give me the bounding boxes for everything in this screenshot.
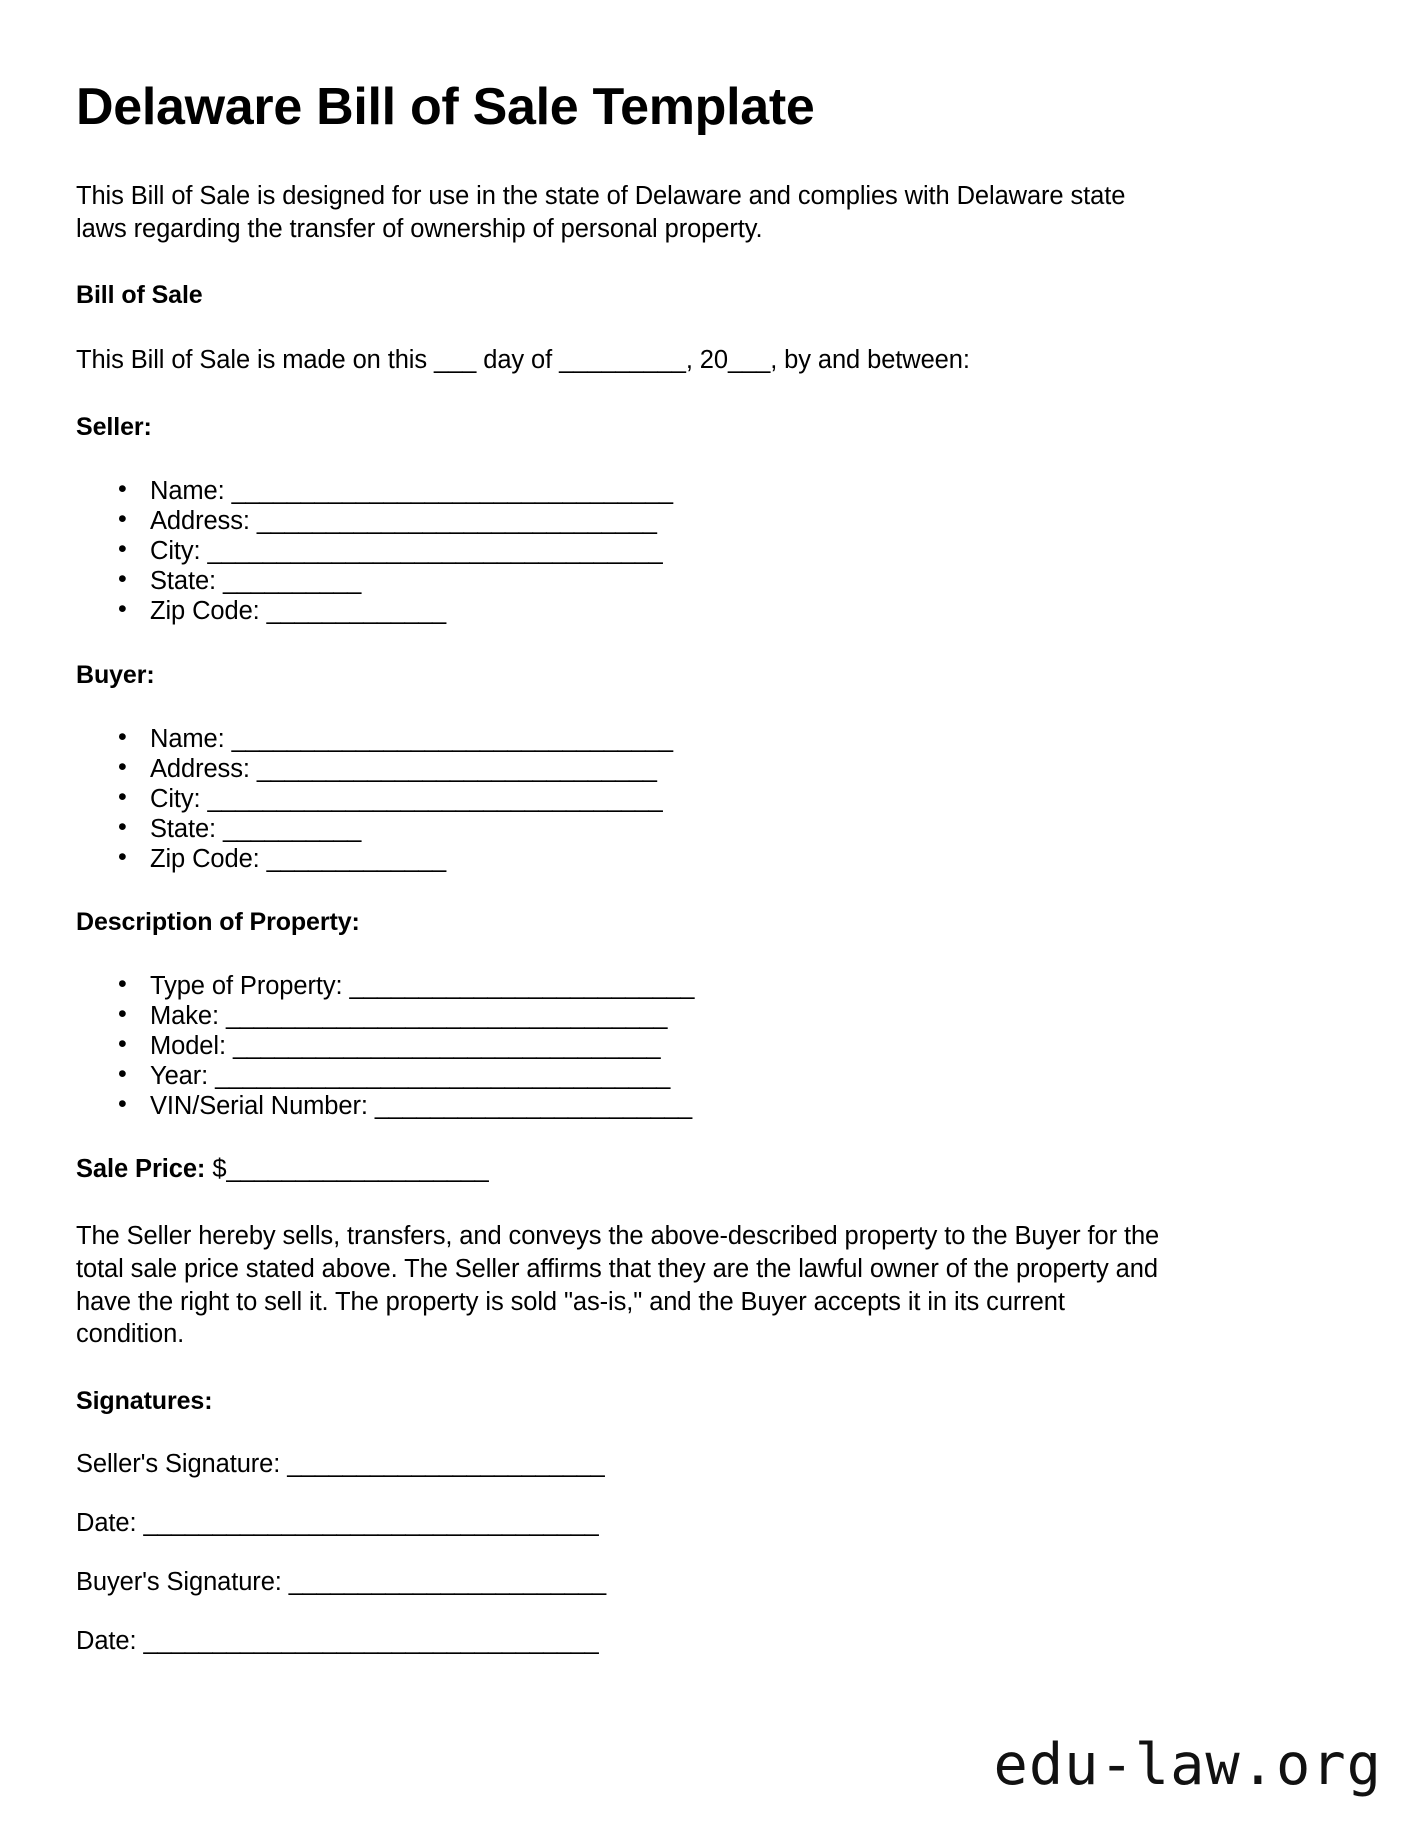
- section-heading-bill-of-sale: Bill of Sale: [76, 281, 203, 310]
- made-on-date-line: This Bill of Sale is made on this ___ day of _________, 20___, by and between:: [76, 346, 970, 375]
- field-label: Date:: [76, 1508, 137, 1537]
- field-blank[interactable]: _______________________: [374, 1092, 692, 1121]
- field-label: Name:: [150, 477, 225, 506]
- buyer-date-line: [76, 1627, 1160, 1656]
- field-blank[interactable]: ________________________________: [231, 477, 673, 506]
- field-blank[interactable]: __________: [223, 814, 361, 843]
- field-label: VIN/Serial Number:: [150, 1092, 368, 1121]
- field-blank[interactable]: _________________________________: [215, 1062, 670, 1091]
- field-blank[interactable]: _______________________: [287, 1449, 605, 1478]
- list-item: [118, 844, 1160, 874]
- field-label: City:: [150, 784, 201, 813]
- field-blank[interactable]: ________________________________: [231, 724, 673, 753]
- document-content: [76, 78, 1160, 1656]
- section-heading-buyer: Buyer:: [76, 660, 155, 689]
- field-blank[interactable]: _______________________________: [232, 1032, 661, 1061]
- field-label: State:: [150, 567, 217, 596]
- seller-signature-line: [76, 1450, 1160, 1479]
- buyer-signature-line: [76, 1568, 1160, 1597]
- list-item: [118, 1031, 1160, 1061]
- list-item: [118, 476, 1160, 506]
- field-label: Address:: [150, 754, 250, 783]
- field-blank[interactable]: _____________: [266, 597, 446, 626]
- list-item: [118, 1061, 1160, 1091]
- field-label: Year:: [150, 1062, 209, 1091]
- field-label: Date:: [76, 1626, 137, 1655]
- field-blank[interactable]: _________________________________: [143, 1626, 599, 1655]
- intro-paragraph: This Bill of Sale is designed for use in the state of Delaware and complies with Delaware state laws regarding the transfer of ownership of personal property.: [76, 182, 1126, 243]
- field-label: Make:: [150, 1001, 219, 1030]
- field-label: State:: [150, 814, 217, 843]
- field-blank[interactable]: _____________________________: [256, 507, 657, 536]
- field-label: Zip Code:: [150, 597, 260, 626]
- list-item: [118, 784, 1160, 814]
- list-item: [118, 724, 1160, 754]
- list-item: [118, 971, 1160, 1001]
- buyer-field-list: [76, 724, 1160, 874]
- terms-paragraph: The Seller hereby sells, transfers, and conveys the above-described property to the Buyer for the total sale price stated above. The Seller affirms that they are the lawful owner of the property and have the right to sell it. The property is sold "as-is," and the Buyer accepts it in its current condition.: [76, 1222, 1160, 1349]
- field-label: Seller's Signature:: [76, 1449, 281, 1478]
- list-item: [118, 596, 1160, 626]
- field-blank[interactable]: _____________: [266, 844, 446, 873]
- field-label: City:: [150, 537, 201, 566]
- currency-symbol: $: [212, 1155, 227, 1184]
- field-label: Type of Property:: [150, 971, 343, 1000]
- field-blank[interactable]: ________________________________: [225, 1001, 667, 1030]
- seller-date-line: [76, 1509, 1160, 1538]
- field-blank[interactable]: _________________________________: [143, 1508, 599, 1537]
- seller-field-list: [76, 476, 1160, 626]
- field-blank[interactable]: __________: [223, 567, 361, 596]
- list-item: [118, 1091, 1160, 1121]
- field-label: Zip Code:: [150, 844, 260, 873]
- field-label: Address:: [150, 507, 250, 536]
- page-title: Delaware Bill of Sale Template: [76, 78, 815, 136]
- field-blank[interactable]: _________________________________: [207, 784, 663, 813]
- section-heading-signatures: Signatures:: [76, 1386, 213, 1415]
- property-field-list: [76, 971, 1160, 1121]
- field-label: Model:: [150, 1032, 226, 1061]
- section-heading-seller: Seller:: [76, 413, 152, 442]
- list-item: [118, 754, 1160, 784]
- sale-price-line: [76, 1155, 1160, 1184]
- list-item: [118, 1001, 1160, 1031]
- section-heading-description-of-property: Description of Property:: [76, 907, 360, 936]
- field-blank[interactable]: _______________________: [288, 1567, 606, 1596]
- list-item: [118, 814, 1160, 844]
- sale-price-blank[interactable]: ___________________: [226, 1155, 489, 1184]
- field-label: Name:: [150, 724, 225, 753]
- field-blank[interactable]: _____________________________: [256, 754, 657, 783]
- sale-price-label: Sale Price:: [76, 1155, 206, 1184]
- list-item: [118, 566, 1160, 596]
- field-label: Buyer's Signature:: [76, 1567, 282, 1596]
- field-blank[interactable]: _________________________: [349, 971, 695, 1000]
- site-watermark: edu-law.org: [993, 1732, 1382, 1798]
- list-item: [118, 536, 1160, 566]
- field-blank[interactable]: _________________________________: [207, 537, 663, 566]
- list-item: [118, 506, 1160, 536]
